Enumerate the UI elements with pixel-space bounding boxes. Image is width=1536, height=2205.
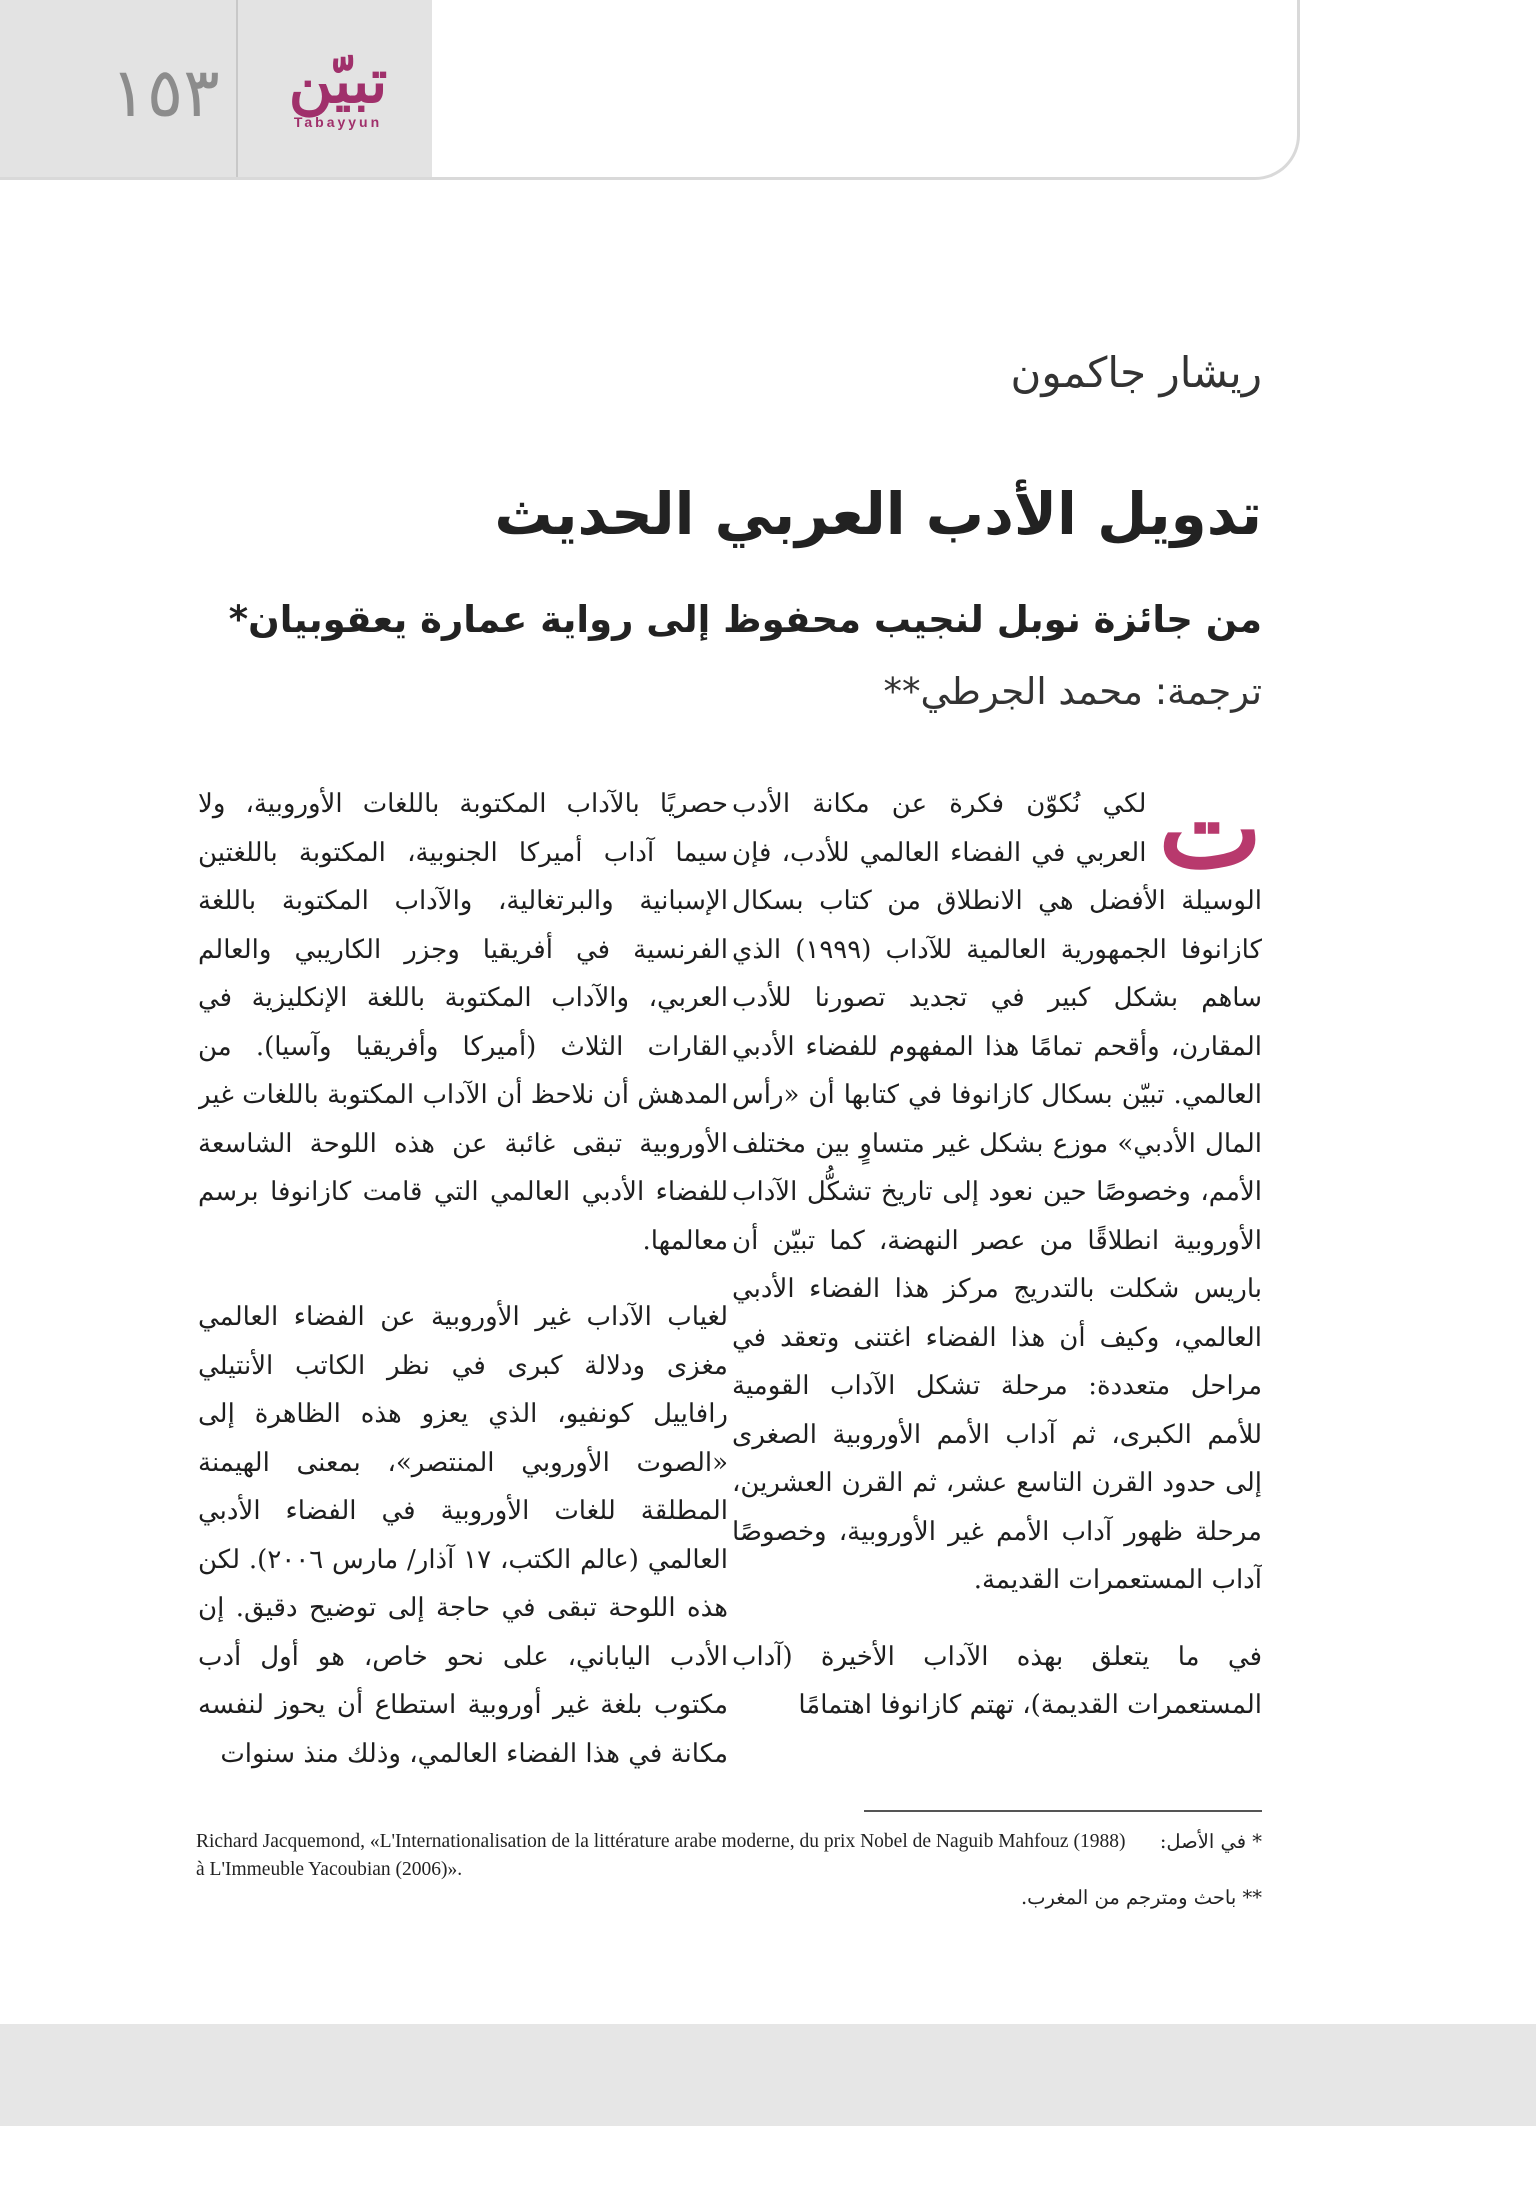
paragraph: في ما يتعلق بهذه الآداب الأخيرة (آداب المستعمرات القديمة)، تهتم كازانوفا اهتمامًا <box>732 1641 1262 1720</box>
footnote-rule <box>864 1810 1262 1812</box>
article-subtitle: من جائزة نوبل لنجيب محفوظ إلى رواية عمارة يعقوبيان* <box>228 598 1262 641</box>
header-divider <box>236 0 238 177</box>
footnote-citation: Richard Jacquemond, «L'Internationalisation de la littérature arabe moderne, du prix Nobel de Naguib Mahfouz (1988) à L'Immeuble Yacoubian (2006)». <box>196 1831 1126 1880</box>
dropcap: ت <box>1158 780 1262 893</box>
paragraph: حصريًا بالآداب المكتوبة باللغات الأوروبية، ولا سيما آداب أميركا الجنوبية، المكتوبة باللغتين الإسبانية والبرتغالية، والآداب المكتوبة باللغة الفرنسية في أفريقيا وجزر الكاريبي والعالم العربي، والآداب المكتوبة باللغة الإنكليزية في القارات الثلاث (أميركا وأفريقيا وآسيا). من المدهش أن نلاحظ أن الآداب المكتوبة باللغات غير الأوروبية تبقى غائبة عن هذه اللوحة الشاسعة للفضاء الأدبي العالمي التي قامت كازانوفا برسم معالمها. <box>198 789 728 1256</box>
logo-arabic: تبيّن <box>288 47 388 117</box>
journal-logo <box>248 47 428 162</box>
footnote-marker: * في الأصل: <box>1159 1830 1262 1853</box>
body-column-left <box>198 780 728 2205</box>
footer-band <box>0 2024 1536 2126</box>
footnote-translator-bio: ** باحث ومترجم من المغرب. <box>1020 1886 1262 1909</box>
footnote-original-source <box>196 1828 1262 1884</box>
paragraph <box>732 780 1262 1605</box>
paragraph: لغياب الآداب غير الأوروبية عن الفضاء العالمي مغزى ودلالة كبرى في نظر الكاتب الأنتيلي رافاييل كونفيو، الذي يعزو هذه الظاهرة إلى «الصوت الأوروبي المنتصر»، بمعنى الهيمنة المطلقة للغات الأوروبية في الفضاء الأدبي العالمي (عالم الكتب، ١٧ آذار/ مارس ٢٠٠٦). لكن هذه اللوحة تبقى في حاجة إلى توضيح دقيق. إن الأدب الياباني، على نحو خاص، هو أول أدب مكتوب بلغة غير أوروبية استطاع أن يحوز لنفسه مكانة في هذا الفضاء العالمي، وذلك منذ سنوات <box>198 1302 728 1769</box>
body-column-right <box>732 780 1262 1795</box>
article-author: ريشار جاكمون <box>1010 348 1262 397</box>
paragraph-text: لكي نُكوّن فكرة عن مكانة الأدب العربي في الفضاء العالمي للأدب، فإن الوسيلة الأفضل هي الانطلاق من كتاب بسكال كازانوفا الجمهورية العالمية للآداب (١٩٩٩) الذي ساهم بشكل كبير في تجديد تصورنا للأدب المقارن، وأقحم تمامًا هذا المفهوم للفضاء الأدبي العالمي. تبيّن بسكال كازانوفا في كتابها أن «رأس المال الأدبي» موزع بشكل غير متساوٍ بين مختلف الأمم، وخصوصًا حين نعود إلى تاريخ تشكُّل الآداب الأوروبية انطلاقًا من عصر النهضة، كما تبيّن أن باريس شكلت بالتدريج مركز هذا الفضاء الأدبي العالمي، وكيف أن هذا الفضاء اغتنى وتعقد في مراحل متعددة: مرحلة تشكل الآداب القومية للأمم الكبرى، ثم آداب الأمم الأوروبية الصغرى إلى حدود القرن التاسع عشر، ثم القرن العشرين، مرحلة ظهور آداب الأمم غير الأوروبية، وخصوصًا آداب المستعمرات القديمة. <box>732 789 1262 1595</box>
logo-latin: Tabayyun <box>293 114 383 130</box>
article-translator: ترجمة: محمد الجرطي** <box>883 670 1262 713</box>
page-number: ١٥٣ <box>110 54 220 133</box>
article-title: تدويل الأدب العربي الحديث <box>494 480 1262 548</box>
